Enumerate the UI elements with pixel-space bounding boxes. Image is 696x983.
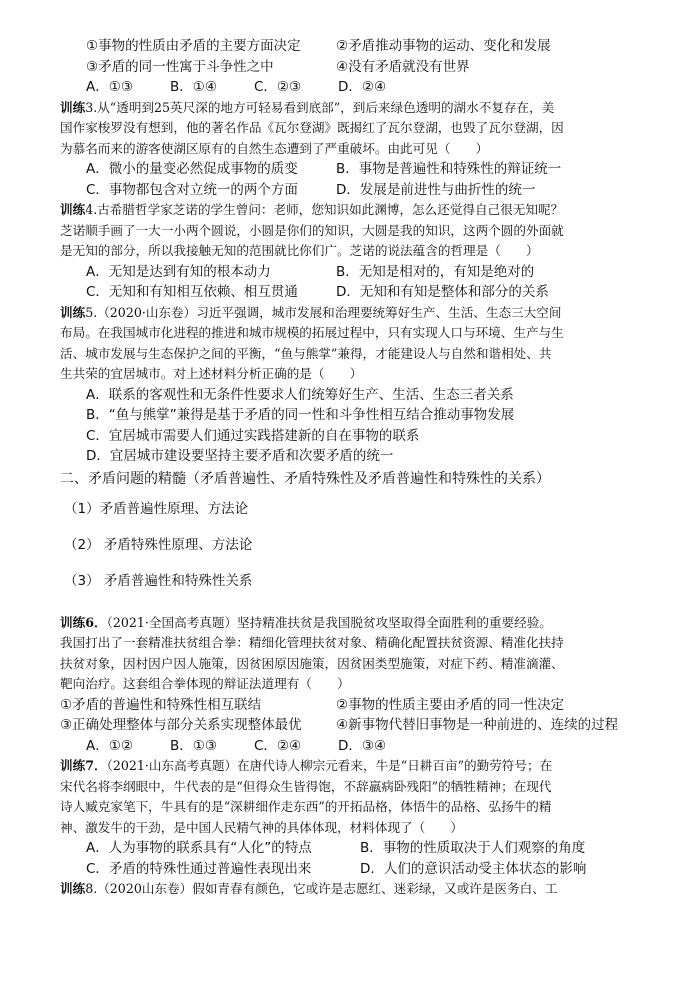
question-label: 训练	[60, 202, 86, 217]
statement-3: ③正确处理整体与部分关系实现整体最优	[60, 717, 302, 733]
question-5-stem	[60, 303, 652, 324]
option-b: B．“鱼与熊掌”兼得是基于矛盾的同一性和斗争性相互结合推动事物发展	[86, 407, 515, 423]
option-row	[60, 180, 652, 201]
question-text-line: 神、激发牛的干劲，是中国人民精气神的具体体现，材料体现了（ ）	[60, 819, 463, 835]
question-6-stem	[60, 613, 652, 634]
section-heading: 二、矛盾问题的精髓（矛盾普遍性、矛盾特殊性及矛盾普遍性和特殊性的关系）	[60, 470, 550, 487]
option-d: D．发展是前进性与曲折性的统一	[336, 181, 536, 198]
option-row	[60, 695, 652, 716]
question-text: 5.（2020·山东卷）习近平强调，城市发展和治理要统筹好生产、生活、生态三大空间	[85, 304, 562, 320]
choice-b: B．①④	[170, 79, 217, 95]
question-text-line: 是无知的部分，所以我接触无知的范围就比你们广。芝诺的说法蕴含的哲理是（ ）	[60, 243, 539, 258]
choice-d: D．③④	[338, 737, 387, 754]
question-label: 训练	[60, 99, 86, 115]
spacer	[60, 599, 652, 613]
statement-2: ②事物的性质主要由矛盾的同一性决定	[336, 696, 565, 713]
option-row	[60, 262, 652, 283]
choice-c: C．②④	[254, 737, 302, 754]
question-text: （2021·山东高考真题）在唐代诗人柳宗元看来，牛是“日耕百亩”的勤劳符号；在	[106, 758, 553, 773]
option-row	[60, 715, 652, 736]
question-4-stem	[60, 200, 652, 221]
question-text-line: 宋代名将李纲眼中，牛代表的是“但得众生皆得饱，不辞羸病卧残阳”的牺牲精神；在现代	[60, 778, 552, 794]
option-a: A．联系的客观性和无条件性要求人们统筹好生产、生活、生态三者关系	[86, 386, 514, 403]
choice-row	[60, 77, 652, 98]
subsection-2: （2） 矛盾特殊性原理、方法论	[64, 536, 253, 553]
choice-d: D．②④	[338, 79, 387, 95]
question-text-line: 布局。在我国城市化进程的推进和城市规模的拓展过程中，只有实现人口与环境、生产与生	[60, 325, 564, 340]
option-d: D．无知和有知是整体和部分的关系	[336, 284, 549, 300]
option-row	[60, 282, 652, 303]
question-text-line: 诗人臧克家笔下，牛具有的是“深耕细作走东西”的开拓品格，体悟牛的品格、弘扬牛的精	[60, 799, 552, 814]
question-text-line: 我国打出了一套精准扶贫组合拳：精细化管理扶贫对象、精确化配置扶贫资源、精准化扶持	[60, 635, 564, 650]
question-text: 8.（2020山东卷）假如青春有颜色，它或许是志愿红、迷彩绿，又或许是医务白、工	[85, 881, 558, 896]
question-label: 训练	[60, 304, 86, 320]
question-text: 3.从“透明到25英尺深的地方可轻易看到底部”，到后来绿色透明的湖水不复存在，美	[85, 99, 555, 115]
option-a: A．无知是达到有知的根本动力	[86, 263, 271, 280]
option-c: C．事物都包含对立统一的两个方面	[86, 181, 298, 198]
question-text-line: 为慕名而来的游客使湖区原有的自然生态遭到了严重破坏。由此可见（ ）	[60, 140, 489, 156]
question-text-line: 活、城市发展与生态保护之间的平衡，“鱼与熊掌”兼得，才能建设人与自然和谐相处、共	[60, 345, 552, 361]
option-b: B．事物是普遍性和特殊性的辩证统一	[336, 161, 562, 177]
option-b: B．事物的性质取决于人们观察的角度	[360, 840, 586, 856]
option-row	[60, 57, 652, 78]
option-row	[60, 36, 652, 57]
question-3-stem	[60, 98, 652, 119]
question-7-stem	[60, 756, 652, 777]
choice-a: A．①②	[86, 737, 133, 754]
option-c: C．矛盾的特殊性通过普遍性表现出来	[86, 860, 312, 877]
question-text-line: 靶向治疗。这套组合拳体现的辩证法道理有（ ）	[60, 676, 350, 691]
choice-c: C．②③	[254, 79, 302, 95]
choice-row	[60, 736, 652, 757]
subsection-3: （3） 矛盾普遍性和特殊性关系	[64, 572, 253, 589]
option-d: D．宜居城市建设要坚持主要矛盾和次要矛盾的统一	[86, 448, 394, 464]
option-a: A．人为事物的联系具有“人化”的特点	[86, 840, 312, 856]
statement-4: ④新事物代替旧事物是一种前进的、连续的过程	[336, 717, 619, 733]
option-d: D．人们的意识活动受主体状态的影响	[360, 860, 587, 877]
statement-2: ②矛盾推动事物的运动、变化和发展	[336, 38, 551, 54]
choice-a: A．①③	[86, 79, 133, 95]
question-text-line: 芝诺顺手画了一大一小两个圆说，小圆是你们的知识，大圆是我的知识，这两个圆的外面就	[60, 222, 564, 238]
question-text-line: 扶贫对象，因村因户因人施策，因贫困原因施策，因贫困类型施策，对症下药、精准滴灌、	[60, 655, 564, 671]
question-text-line: 生共荣的宜居城市。对上述材料分析正确的是（ ）	[60, 366, 363, 381]
question-text-line: 国作家梭罗没有想到，他的著名作品《瓦尔登湖》既揭红了瓦尔登湖，也毁了瓦尔登湖，因	[60, 120, 564, 135]
option-row	[60, 838, 652, 859]
option-c: C．无知和有知相互依赖、相互贯通	[86, 284, 298, 300]
question-label: 训练6．	[60, 614, 107, 630]
option-b: B．无知是相对的，有知是绝对的	[336, 263, 535, 280]
choice-b: B．①③	[170, 737, 217, 754]
option-a: A．微小的量变必然促成事物的质变	[86, 161, 298, 177]
question-text: 4.古希腊哲学家芝诺的学生曾问：老师，您知识如此渊博，怎么还觉得自己很无知呢？	[85, 202, 564, 217]
statement-3: ③矛盾的同一性寓于斗争性之中	[86, 58, 274, 75]
option-c: C．宜居城市需要人们通过实践搭建新的自在事物的联系	[86, 427, 420, 444]
statement-1: ①事物的性质由矛盾的主要方面决定	[86, 38, 301, 54]
option-row	[60, 159, 652, 180]
statement-1: ①矛盾的普遍性和特殊性相互联结	[60, 696, 262, 713]
statement-4: ④没有矛盾就没有世界	[336, 58, 470, 75]
question-label: 训练7．	[60, 758, 107, 773]
option-row	[60, 859, 652, 880]
subsection-1: （1）矛盾普遍性原理、方法论	[64, 500, 249, 517]
question-8-stem	[60, 879, 652, 900]
question-label: 训练	[60, 881, 86, 896]
question-text: （2021·全国高考真题）坚持精准扶贫是我国脱贫攻坚取得全面胜利的重要经验。	[106, 614, 552, 630]
